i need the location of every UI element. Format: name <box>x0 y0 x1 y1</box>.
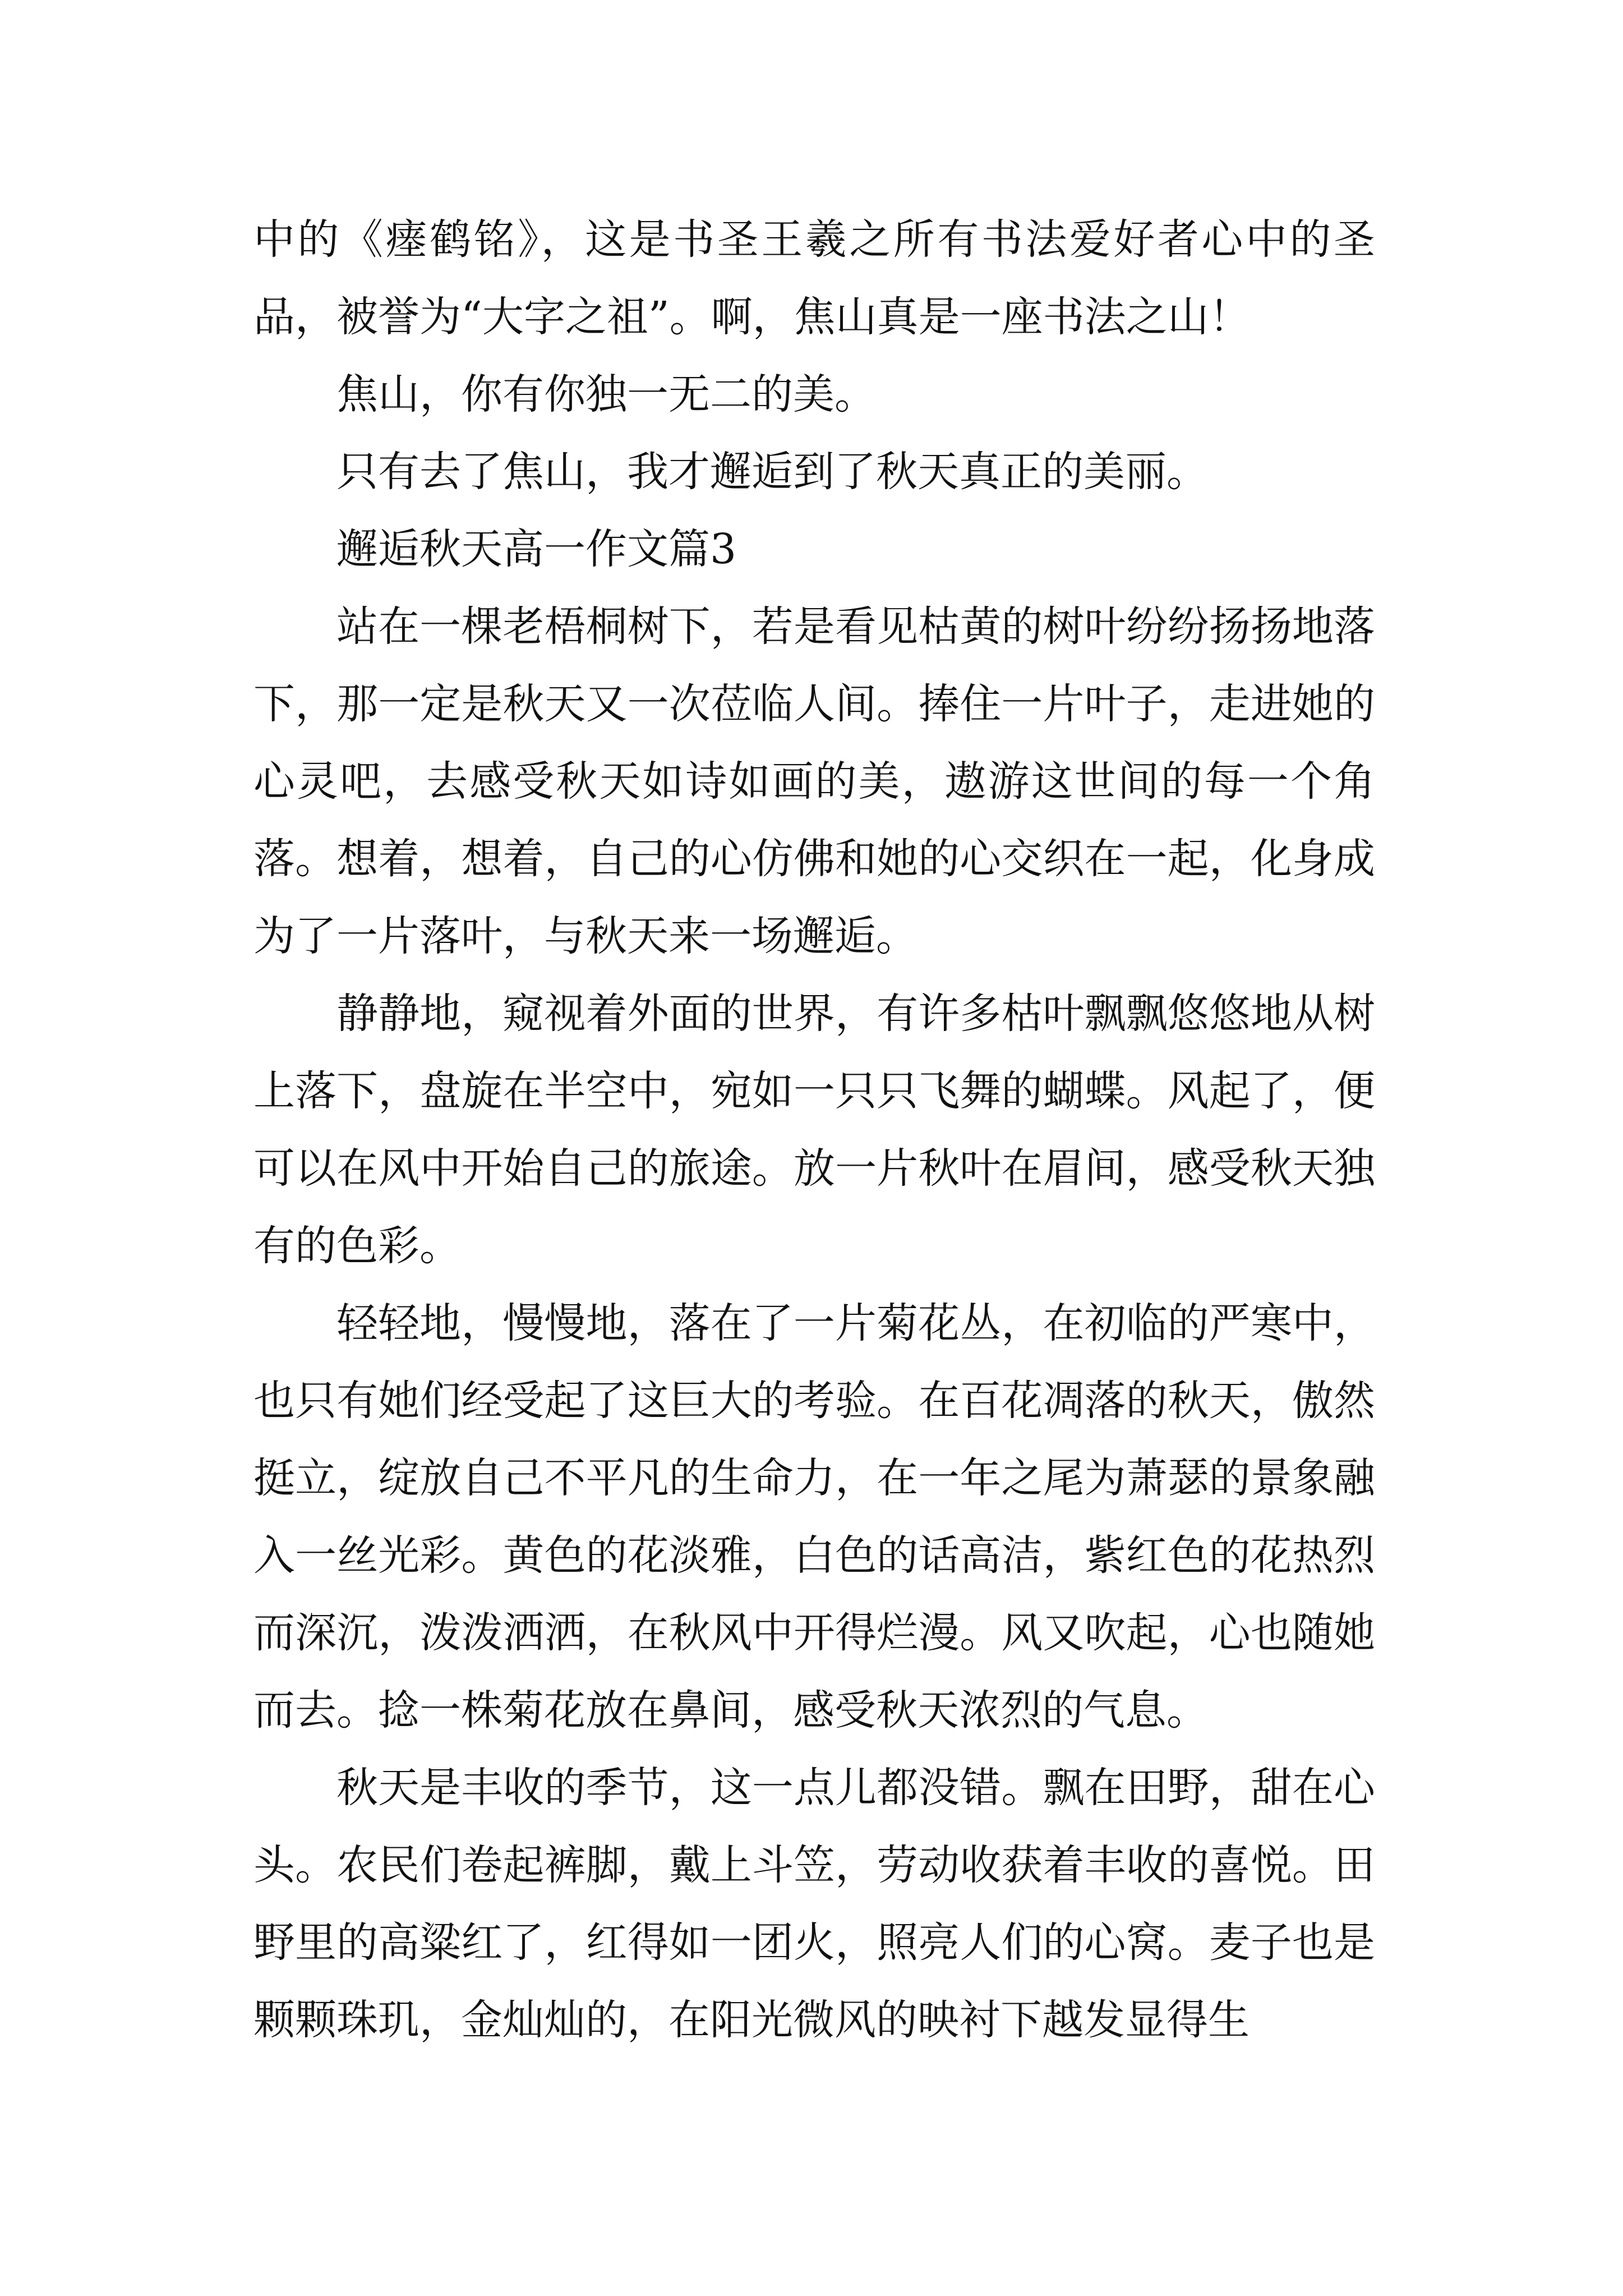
paragraph: 轻轻地，慢慢地，落在了一片菊花丛，在初临的严寒中，也只有她们经受起了这巨大的考验。在百花凋落的秋天，傲然挺立，绽放自己不平凡的生命力，在一年之尾为萧瑟的景象融入一丝光彩。黄色的花淡雅，白色的话高洁，紫红色的花热烈而深沉，泼泼洒洒，在秋风中开得烂漫。风又吹起，心也随她而去。捻一株菊花放在鼻间，感受秋天浓烈的气息。 <box>253 1299 1375 1734</box>
paragraph: 站在一棵老梧桐树下，若是看见枯黄的树叶纷纷扬扬地落下，那一定是秋天又一次莅临人间。捧住一片叶子，走进她的心灵吧，去感受秋天如诗如画的美，遨游这世间的每一个角落。想着，想着，自己的心仿佛和她的心交织在一起，化身成为了一片落叶，与秋天来一场邂逅。 <box>253 602 1375 960</box>
document-body <box>253 201 1375 2059</box>
paragraph: 只有去了焦山，我才邂逅到了秋天真正的美丽。 <box>336 448 1208 496</box>
section-heading: 邂逅秋天高一作文篇3 <box>336 525 737 573</box>
paragraph: 静静地，窥视着外面的世界，有许多枯叶飘飘悠悠地从树上落下，盘旋在半空中，宛如一只只飞舞的蝴蝶。风起了，便可以在风中开始自己的旅途。放一片秋叶在眉间，感受秋天独有的色彩。 <box>253 990 1375 1270</box>
paragraph: 焦山，你有你独一无二的美。 <box>336 370 876 418</box>
paragraph: 秋天是丰收的季节，这一点儿都没错。飘在田野，甜在心头。农民们卷起裤脚，戴上斗笠，劳动收获着丰收的喜悦。田野里的高粱红了，红得如一团火，照亮人们的心窝。麦子也是颗颗珠玑，金灿灿的，在阳光微风的映衬下越发显得生 <box>253 1764 1375 2044</box>
paragraph: 中的《瘗鹤铭》，这是书圣王羲之所有书法爱好者心中的圣品，被誉为“大字之祖”。啊，焦山真是一座书法之山！ <box>253 215 1375 341</box>
